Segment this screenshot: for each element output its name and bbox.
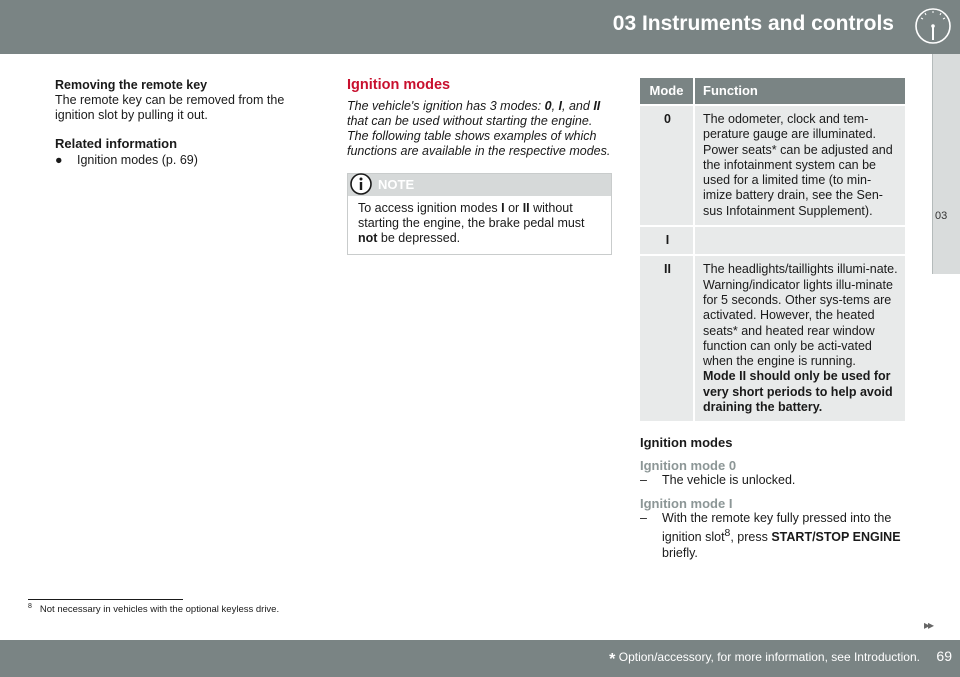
table-header-mode: Mode <box>640 78 694 105</box>
page-number: 69 <box>936 648 952 664</box>
remote-key-body: The remote key can be removed from the ignition slot by pulling it out. <box>55 93 285 122</box>
mode1-heading: Ignition mode I <box>640 496 733 512</box>
dash-icon: – <box>640 473 647 488</box>
ignition-modes-section-title: Ignition modes <box>640 435 733 451</box>
info-icon <box>349 172 373 196</box>
gauge-icon <box>905 0 960 54</box>
ignition-modes-intro: The vehicle's ignition has 3 modes: 0, I, and II that can be used without starting the engine. The following table shows examples of which functions are available in the respective modes. <box>347 99 611 158</box>
mode1-item: – With the remote key fully pressed into the ignition slot$^8$, press START/STOP ENGINE briefly. <box>640 511 901 560</box>
header-bar <box>0 0 960 54</box>
ignition-modes-title: Ignition modes <box>347 77 451 93</box>
note-box <box>347 173 612 255</box>
mode0-item: – The vehicle is unlocked. <box>640 473 796 488</box>
footnote-divider <box>28 599 183 600</box>
column-mode-table <box>640 78 905 561</box>
column-remote-key <box>55 78 305 168</box>
chapter-tab-label: 03 <box>935 210 948 222</box>
mode-cell: 0 <box>640 105 694 226</box>
footer-bar <box>0 640 960 677</box>
table-row <box>640 255 905 421</box>
column-ignition-modes <box>347 78 612 255</box>
chapter-side-tab[interactable] <box>932 54 960 274</box>
remote-key-heading: Removing the remote key <box>55 78 208 92</box>
dash-icon: – <box>640 511 647 526</box>
table-row <box>640 105 905 226</box>
table-header-function: Function <box>694 78 905 105</box>
related-info-item[interactable] <box>55 153 305 168</box>
mode0-heading: Ignition mode 0 <box>640 458 737 474</box>
footnote-ref[interactable]: 8 <box>724 528 731 540</box>
note-header <box>348 174 611 196</box>
function-warning: Mode II should only be used for very short periods to help avoid draining the battery. <box>703 369 893 415</box>
next-page-arrows-icon[interactable]: ▸▸ <box>924 618 933 632</box>
note-text: To access ignition modes I or II without starting the engine, the brake pedal must not be depressed. <box>358 201 585 245</box>
footnote: $^8$ Not necessary in vehicles with the optional keyless drive. <box>28 603 280 616</box>
function-cell: The odometer, clock and tem-perature gauge are illuminated. Power seats* can be adjusted and the infotainment system can be used for a limited time (to min-imize battery drain, see the Sen-sus Infotainment Supplement). <box>694 105 905 226</box>
ignition-mode-table <box>640 78 905 421</box>
mode-cell: I <box>640 226 694 255</box>
related-info-heading: Related information <box>55 136 178 151</box>
function-cell <box>694 226 905 255</box>
page-title: 03 Instruments and controls <box>612 12 894 35</box>
option-footnote: * Option/accessory, for more information, see Introduction. <box>609 650 920 668</box>
related-info-link[interactable]: Ignition modes (p. 69) <box>77 153 198 167</box>
function-cell <box>694 255 905 421</box>
table-row <box>640 226 905 255</box>
mode-cell: II <box>640 255 694 421</box>
function-text: The headlights/taillights illumi-nate. Warning/indicator lights illu-minate for 5 seconds. Other sys-tems are activated. However, the heated seats* and heated rear window function can only be acti-vated when the engine is running. <box>703 262 898 369</box>
note-label: NOTE <box>378 177 415 192</box>
bullet-icon: ● <box>55 153 63 167</box>
